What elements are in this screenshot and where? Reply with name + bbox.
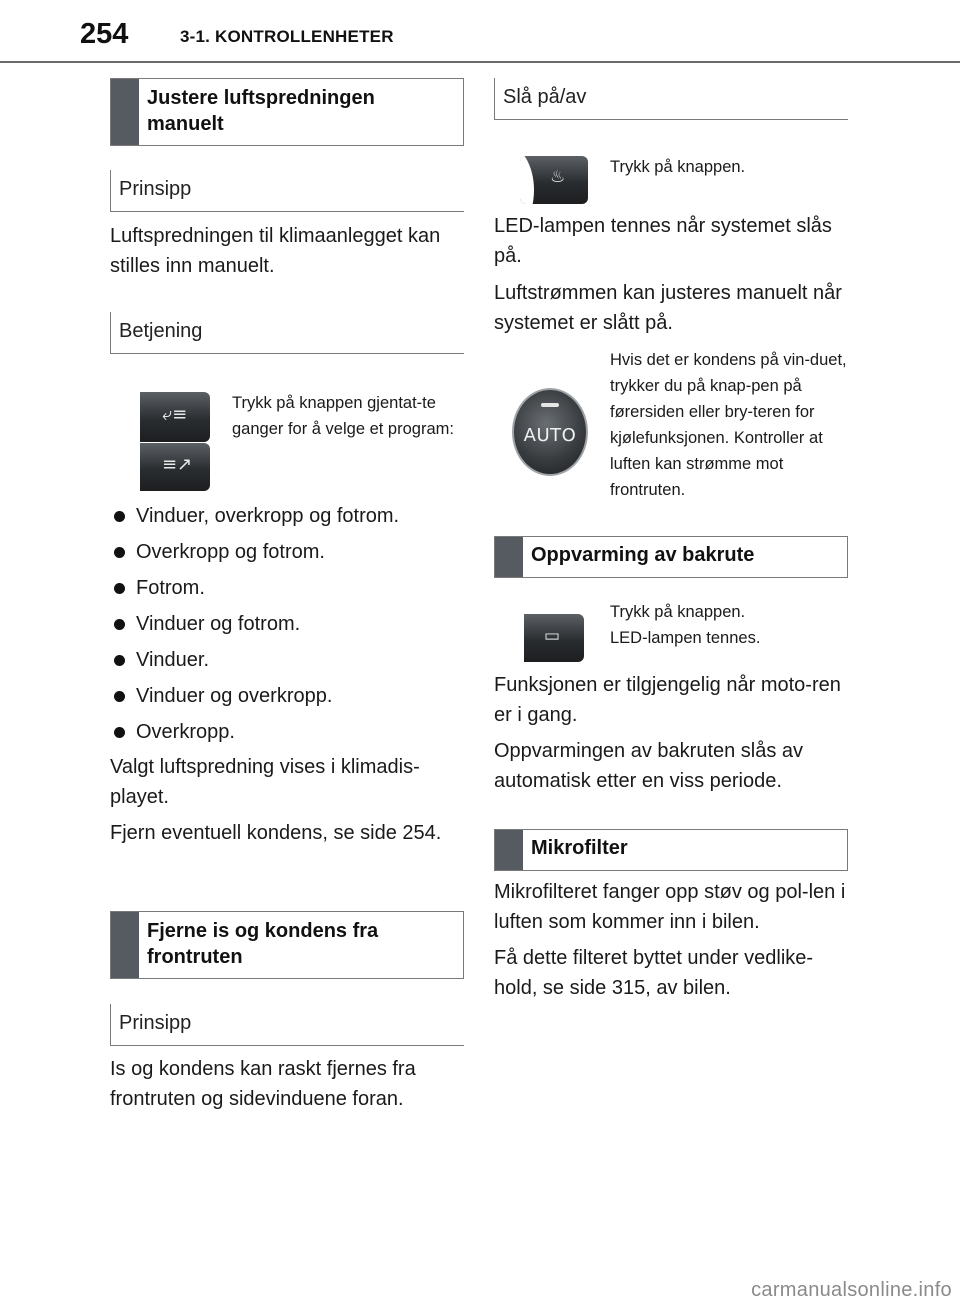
- subheading-principle: [110, 170, 464, 212]
- bullet-icon: [114, 727, 125, 738]
- watermark: carmanualsonline.info: [751, 1279, 952, 1301]
- heading-bar: [111, 79, 139, 145]
- list-item: Overkropp og fotrom.: [110, 534, 464, 570]
- page-header: [0, 0, 960, 64]
- list-item: Fotrom.: [110, 570, 464, 606]
- button-note: Trykk på knappen gjentat-te ganger for å velge et program:: [232, 394, 454, 438]
- program-list: [110, 498, 464, 750]
- list-item: Vinduer, overkropp og fotrom.: [110, 498, 464, 534]
- subheading-principle: [110, 1004, 464, 1046]
- list-item: Vinduer og overkropp.: [110, 678, 464, 714]
- bullet-icon: [114, 619, 125, 630]
- auto-knob-icon: [541, 403, 559, 407]
- filter-text: Mikrofilteret fanger opp støv og pol-len i luften som kommer inn i bilen.: [494, 881, 846, 933]
- button-note: Trykk på knappen.: [610, 158, 746, 176]
- windshield-defrost-button: [520, 156, 588, 204]
- display-text: Valgt luftspredning vises i klimadis-playet.: [110, 756, 420, 808]
- rear-window-defrost-button: [524, 614, 584, 662]
- subheading-label: Prinsipp: [119, 1012, 192, 1034]
- bullet-icon: [114, 547, 125, 558]
- list-item: Vinduer.: [110, 642, 464, 678]
- bullet-icon: [114, 655, 125, 666]
- chapter-title: 3-1. KONTROLLENHETER: [180, 27, 394, 46]
- auto-label: AUTO: [523, 425, 577, 446]
- airflow-text: Luftstrømmen kan justeres manuelt når systemet er slått på.: [494, 282, 842, 334]
- led-note: LED-lampen tennes.: [610, 629, 761, 647]
- filter-service-text: Få dette filteret byttet under vedlike-hold, se side 315, av bilen.: [494, 947, 814, 999]
- heading-bar: [495, 830, 523, 870]
- auto-knob: [512, 388, 588, 476]
- header-rule: [0, 61, 960, 63]
- subheading-label: Slå på/av: [503, 86, 587, 108]
- button-note: Trykk på knappen.: [610, 603, 746, 621]
- air-distribution-lower-icon: ≡↗: [162, 454, 193, 475]
- air-distribution-upper-button: [140, 392, 210, 442]
- subheading-label: Betjening: [119, 320, 203, 342]
- principle-text: Luftspredningen til klimaanlegget kan stilles inn manuelt.: [110, 225, 441, 277]
- heading-bar: [495, 537, 523, 577]
- section-heading-defrost: [110, 911, 464, 979]
- function-text: Funksjonen er tilgjengelig når moto-ren er i gang.: [494, 674, 841, 726]
- list-item: Vinduer og fotrom.: [110, 606, 464, 642]
- air-distribution-upper-icon: ⤶≡: [162, 404, 188, 425]
- section-title: Justere luftspredningen manuelt: [147, 87, 375, 135]
- bullet-icon: [114, 691, 125, 702]
- list-item: Overkropp.: [110, 714, 464, 750]
- rear-window-defrost-icon: ▭: [544, 626, 561, 646]
- section-title: Mikrofilter: [531, 837, 628, 859]
- air-distribution-lower-button: [140, 443, 210, 491]
- subheading-operation: [110, 312, 464, 354]
- page-number: 254: [80, 18, 129, 50]
- section-title: Fjerne is og kondens fra frontruten: [147, 920, 379, 968]
- subheading-label: Prinsipp: [119, 178, 192, 200]
- section-title: Oppvarming av bakrute: [531, 544, 755, 566]
- defrost-principle-text: Is og kondens kan raskt fjernes fra frontruten og sidevinduene foran.: [110, 1058, 416, 1110]
- bullet-icon: [114, 583, 125, 594]
- section-heading-rear-window: [494, 536, 848, 578]
- bullet-icon: [114, 511, 125, 522]
- section-heading-air-distribution: [110, 78, 464, 146]
- subheading-on-off: [494, 78, 848, 120]
- auto-note: Hvis det er kondens på vin-duet, trykker du på knap-pen på førersiden eller bry-teren for kjølefunksjonen. Kontroller at luften kan strømme mot frontruten.: [610, 351, 847, 499]
- auto-off-text: Oppvarmingen av bakruten slås av automatisk etter en viss periode.: [494, 740, 804, 792]
- led-text: LED-lampen tennes når systemet slås på.: [494, 215, 832, 267]
- section-heading-microfilter: [494, 829, 848, 871]
- heading-bar: [111, 912, 139, 978]
- condensation-reference: Fjern eventuell kondens, se side 254.: [110, 822, 442, 844]
- windshield-defrost-icon: ♨: [550, 167, 566, 187]
